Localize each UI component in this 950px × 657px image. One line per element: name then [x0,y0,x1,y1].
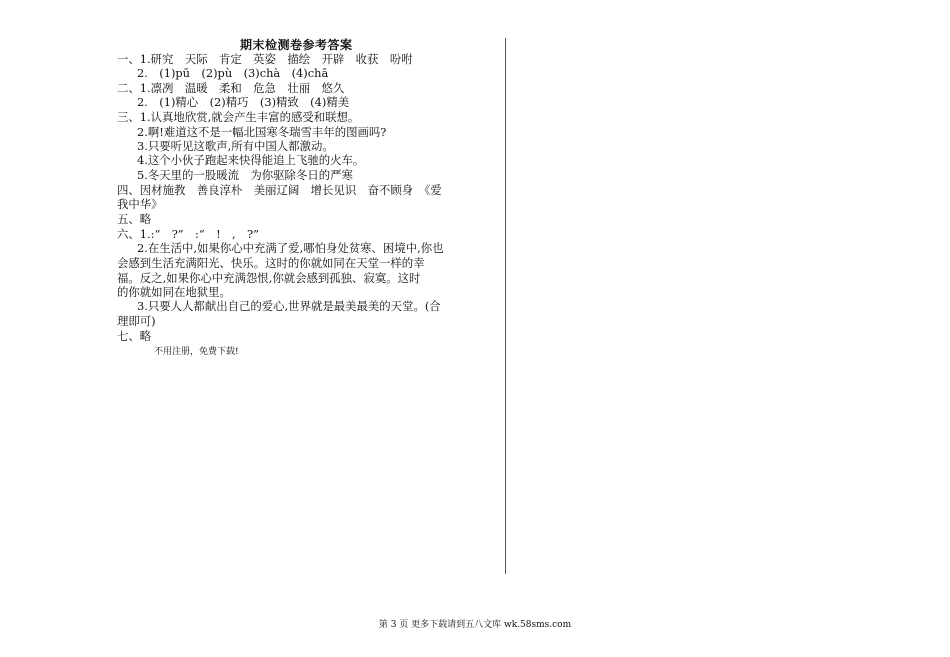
answer-line-6-2b: 会感到生活充满阳光、快乐。这时的你就如同在天堂一样的幸 [117,256,425,270]
answer-line-1-1: 一、1.研究 天际 肯定 英姿 描绘 开辟 收获 吩咐 [117,52,413,66]
answer-line-3-3: 3.只要听见这歌声,所有中国人都激动。 [137,139,334,153]
answer-line-3-4: 4.这个小伙子跑起来快得能追上飞驰的火车。 [137,153,365,167]
answer-line-3-5: 5.冬天里的一股暖流 为你驱除冬日的严寒 [137,168,353,182]
answer-line-7: 七、略 [117,329,152,343]
answer-line-4-1: 四、因材施教 善良淳朴 美丽辽阔 增长见识 奋不顾身 《爱 [117,183,442,197]
answer-line-6-2d: 的你就如同在地狱里。 [117,285,231,299]
answer-line-6-3a: 3.只要人人都献出自己的爱心,世界就是最美最美的天堂。(合 [137,299,441,313]
document-title: 期末检测卷参考答案 [240,38,353,52]
column-divider [505,38,506,574]
answer-line-6-1: 六、1.:“ ?” :“ ! , ?” [117,227,259,241]
answer-line-5: 五、略 [117,212,152,226]
answer-line-3-1: 三、1.认真地欣赏,就会产生丰富的感受和联想。 [117,110,360,124]
answer-line-2-2: 2. (1)精心 (2)精巧 (3)精致 (4)精美 [137,95,350,109]
page-footer: 第 3 页 更多下载请到五八文库 wk.58sms.com [378,620,572,630]
answer-line-6-3b: 理即可) [117,314,156,328]
answer-line-2-1: 二、1.凛冽 温暖 柔和 危急 壮丽 悠久 [117,81,345,95]
answer-line-6-2a: 2.在生活中,如果你心中充满了爱,哪怕身处贫寒、困境中,你也 [137,241,444,255]
download-note: 不用注册，免费下载! [154,347,239,357]
answer-line-4-2: 我中华》 [117,197,163,211]
answer-line-1-2: 2. (1)pū (2)pù (3)chà (4)chā [137,66,329,80]
answer-line-3-2: 2.啊!难道这不是一幅北国寒冬瑞雪丰年的图画吗? [137,125,387,139]
answer-line-6-2c: 福。反之,如果你心中充满怨恨,你就会感到孤独、寂寞。这时 [117,271,421,285]
